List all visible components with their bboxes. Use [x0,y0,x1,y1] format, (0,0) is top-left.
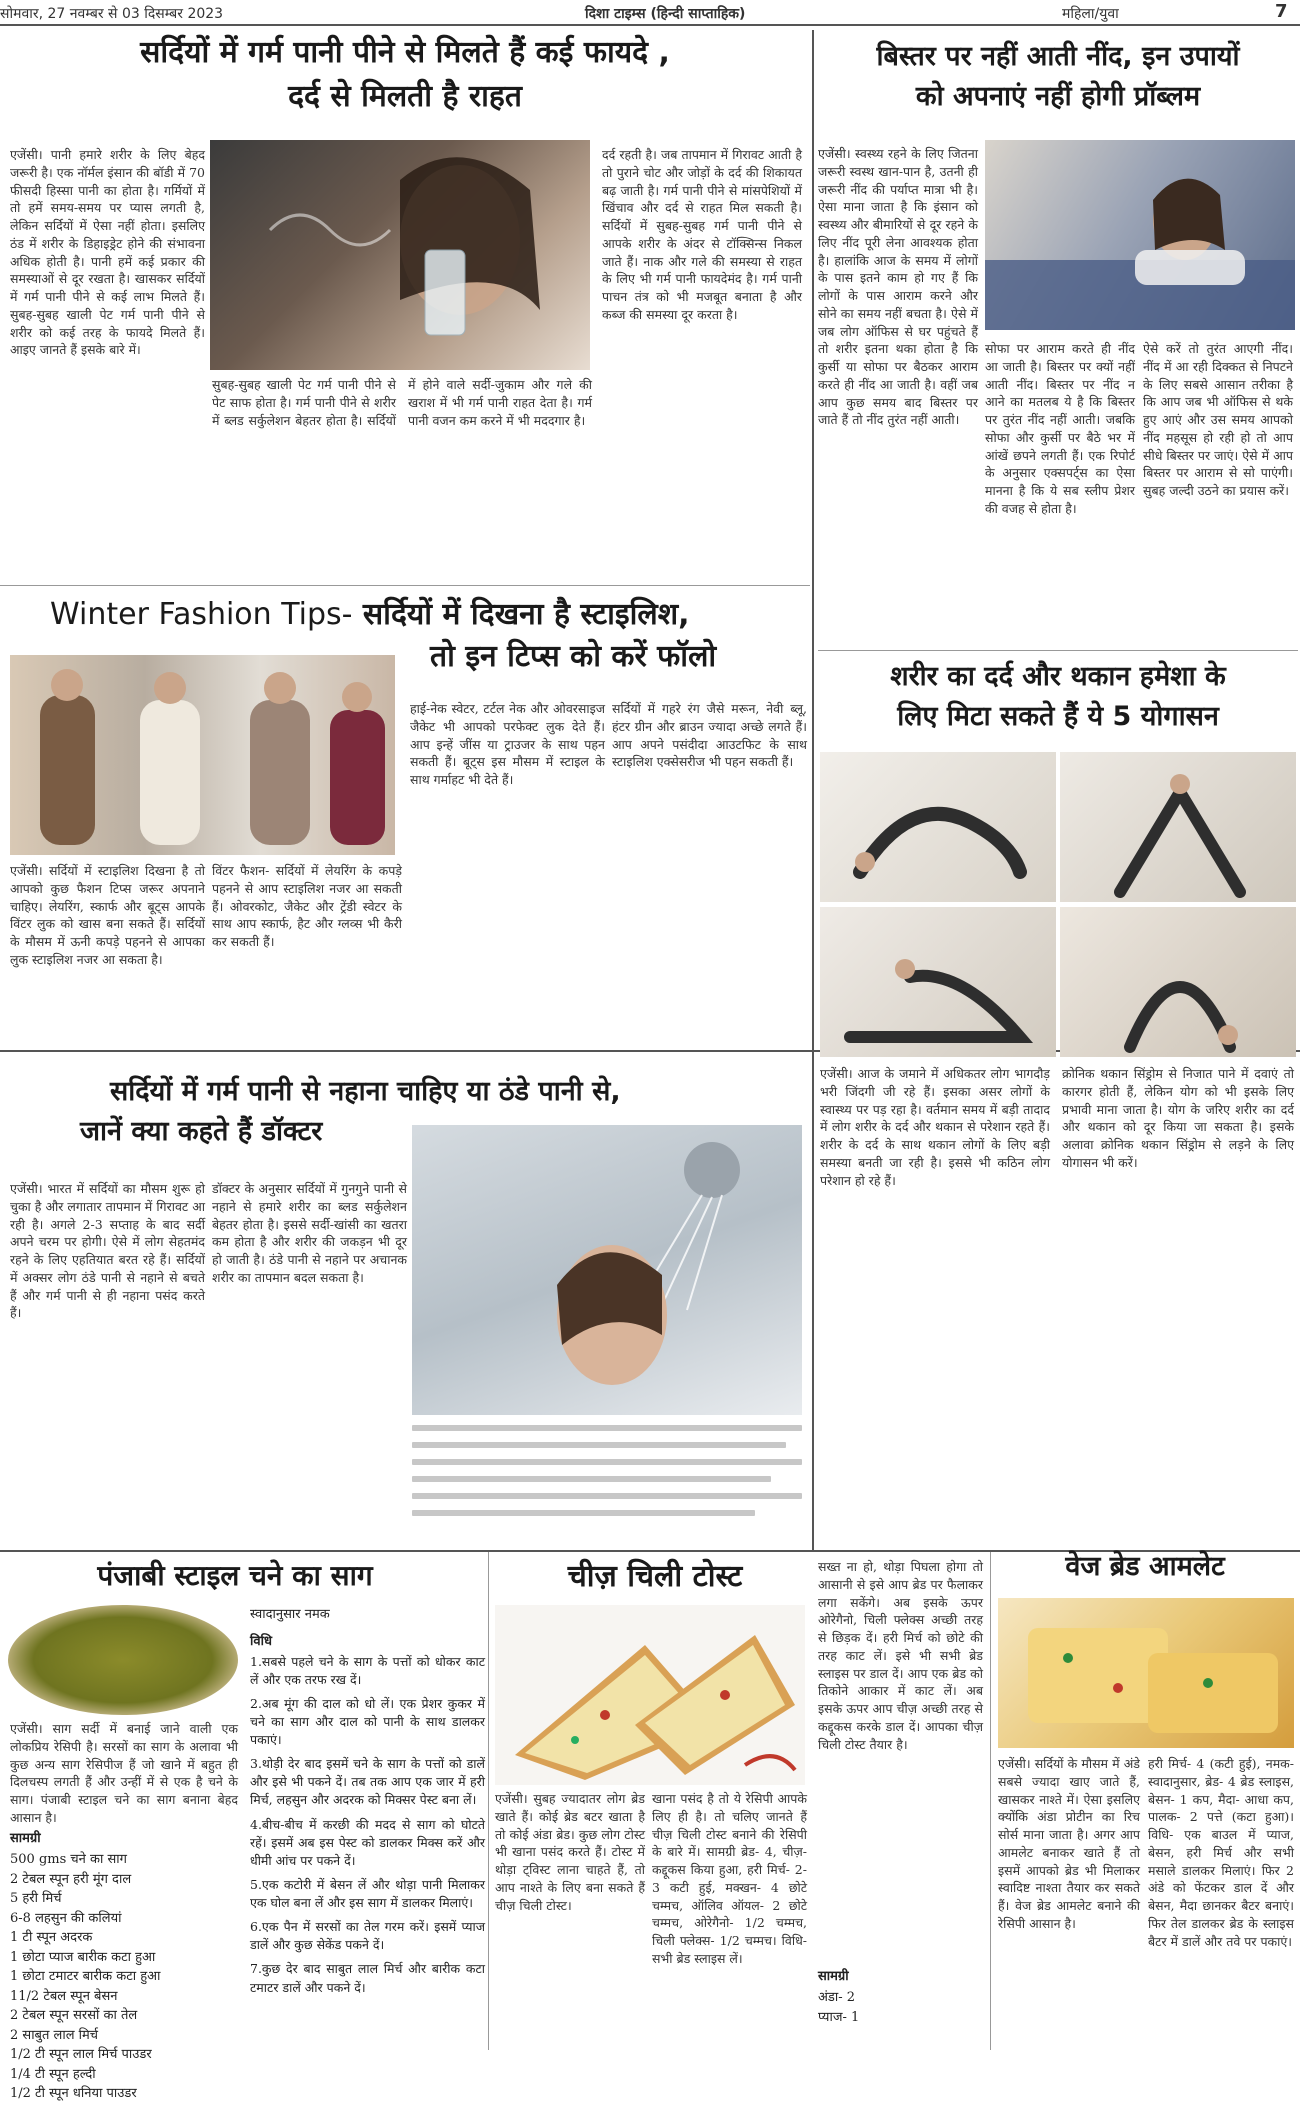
toast-ingredients-title: सामग्री [818,1969,849,1984]
saag-method [250,1605,485,2047]
warm-water-headline-2: दर्द से मिलती है राहत [288,78,522,114]
fashion-headline-1: सर्दियों में दिखना है स्टाइलिश, [362,597,690,632]
saag-ingredient-6: 1 छोटा टमाटर बारीक कटा हुआ [10,1969,161,1984]
saag-ingredient-10: 1/2 टी स्पून लाल मिर्च पाउडर [10,2047,152,2062]
warm-water-col-3: दर्द रहती है। जब तापमान में गिरावट आती है तो पुराने चोट और जोड़ों के दर्द की शिकायत बढ़ जाती है। गर्म पानी पीने से मांसपेशियों में खिंचाव और दर्द से राहत मिल सकती है। सर्दियों में सुबह-सुबह गर्म पानी पीने से आपके शरीर के अंदर से टॉक्सिन्स निकल जाते हैं। नाक और गले की समस्या से राहत के लिए भी गर्म पानी फायदेमंद है। गर्म पानी पाचन तंत्र को भी मजबूत बनाता है और कब्ज की समस्या दूर करता है। [602,147,802,322]
masthead-section: महिला/युवा [1062,6,1119,22]
toast-title: चीज़ चिली टोस्ट [567,1559,743,1594]
saag-title-wrap [0,1558,470,1602]
omelette-title-wrap [992,1550,1298,1594]
saag-step-2: 2.अब मूंग की दाल को धो लें। एक प्रेशर कुकर में चने का साग और दाल को पानी के साथ डालकर पकाएं। [250,1695,485,1747]
photo-illustration [495,1605,805,1785]
bath-headline-2: जानें क्या कहते हैं डॉक्टर [80,1115,323,1147]
photo-illustration [1060,752,1296,902]
omelette-col-2: हरी मिर्च- 4 (कटी हुई), नमक- स्वादानुसार, ब्रेड- 4 ब्रेड स्लाइस, बेसन- 1 कप, मैदा- आधा कप, पालक- 2 पत्ते (कटा हुआ)। विधि- एक बाउल में प्याज, बेसन, हरी मिर्च और सभी मसाले डालकर मिलाएं। फिर 2 अंडे को फेंटकर डाल दें और बेसन, मैदा छानकर बैटर बनाएं। फिर तेल डालकर ब्रेड के स्लाइस बैटर में डालें और तवे पर पकाएं। [1148,1756,1294,1949]
fashion-headline-lead: Winter Fashion Tips- [50,597,353,632]
sleep-col-2: सोफा पर आराम करते ही नींद आ जाती है। बिस्तर पर क्यों नहीं आती नींद। बिस्तर पर नींद न आने का मतलब ये है कि बिस्तर पर तुरंत नींद नहीं आती। जबकि सोफा और कुर्सी पर बैठे भर में आंखें छपने लगती हैं। एक रिपोर्ट के अनुसार एक्सपर्ट्स का ऐसा मानना है कि ये सब स्लीप प्रेशर की वजह से होता है। [985,341,1135,516]
saag-ingredient-2: 5 हरी मिर्च [10,1891,62,1906]
yoga-col-2: क्रोनिक थकान सिंड्रोम से निजात पाने में दवाएं तो कारगर होती हैं, लेकिन योग को भी इसके लिए प्रभावी माना जाता है। योग के जरिए शरीर का दर्द और थकान को दूर किया जा सकता है। इसके अलावा क्रोनिक थकान सिंड्रोम से लड़ने के लिए योगासन भी करें। [1062,1066,1294,1170]
saag-dish-photo [8,1605,238,1715]
yoga-pose-2-photo [1060,752,1296,902]
toast-ingredient-0: अंडा- 2 [818,1990,856,2005]
toast-ingredients [818,1960,983,2045]
bath-col-2: डॉक्टर के अनुसार सर्दियों में गुनगुने पानी से नहाने से हमारे शरीर का ब्लड सर्कुलेशन बेहतर होता है। इससे सर्दी-खांसी का खतरा कम होता है और शरीर की जकड़न भी दूर हो जाती है। ठंडे पानी से नहाने पर अचानक शरीर का तापमान बदल सकता है। [212,1181,407,1285]
masthead-paper-name: दिशा टाइम्स (हिन्दी साप्ताहिक) [585,6,746,22]
saag-step-3: 3.थोड़ी देर बाद इसमें चने के साग के पत्तों को डालें और इसे भी पकने दें। तब तक आप एक जार में हरी मिर्च, लहसुन और अदरक को मिक्सर पेस्ट बना लें। [250,1756,485,1808]
cheese-chilli-toast-photo [495,1605,805,1785]
warm-water-col-2: सुबह-सुबह खाली पेट गर्म पानी पीने से पेट साफ होता है। गर्म पानी पीने से शरीर में ब्लड सर्कुलेशन बेहतर होता है। सर्दियों में होने वाले सर्दी-जुकाम और गले की खराश में भी गर्म पानी राहत देता है। गर्म पानी वजन कम करने में भी मददगार है। [212,377,592,428]
veg-bread-omelette-photo [998,1598,1294,1748]
masthead-date: सोमवार, 27 नवम्बर से 03 दिसम्बर 2023 [0,6,224,22]
fashion-headline-2: तो इन टिप्स को करें फॉलो [430,638,717,674]
saag-ingredient-3: 6-8 लहसुन की कलियां [10,1910,122,1926]
sleep-col-3: ऐसे करें तो तुरंत आएगी नींद। नींद में आ रही दिक्कत से निपटने के लिए सबसे आसान तरीका है कि आप जब भी ऑफिस से थके हुए आएं और उस समय आपको नींद महसूस हो रही हो तो आप सीधे बिस्तर पर जाएं। ऐसे में आप बिस्तर पर आराम से सो पाएंगी। सुबह जल्दी उठने का प्रयास करें। [1143,341,1293,498]
saag-ingredient-5: 1 छोटा प्याज बारीक कटा हुआ [10,1949,156,1965]
fashion-col-1: एजेंसी। सर्दियों में स्टाइलिश दिखना है तो आपको कुछ फैशन टिप्स जरूर अपनाने चाहिए। लेयरिंग, स्कार्फ और बूट्स आपके विंटर लुक को खास बना सकते हैं। सर्दियों के मौसम में ऊनी कपड़े पहनने से आपका लुक स्टाइलिश नजर आ सकता है। [10,863,205,967]
bath-headline-1: सर्दियों में गर्म पानी से नहाना चाहिए या ठंडे पानी से, [110,1076,621,1107]
column-rule [488,1552,489,2050]
sleep-headline-2: को अपनाएं नहीं होगी प्रॉब्लम [915,80,1201,112]
saag-title: पंजाबी स्टाइल चने का साग [97,1559,373,1592]
saag-ingredient-0: 500 gms चने का साग [10,1852,127,1867]
omelette-title: वेज ब्रेड आमलेट [1065,1551,1225,1582]
warm-water-headline-1: सर्दियों में गर्म पानी पीने से मिलते हैं कई फायदे , [140,35,670,70]
column-rule [812,30,814,1050]
omelette-col-1: एजेंसी। सर्दियों के मौसम में अंडे सबसे ज्यादा खाए जाते हैं, खासकर नाश्ते में। ऐसा इसलिए क्योंकि अंडा प्रोटीन का रिच सोर्स माना जाता है। अगर आप आमलेट बनाकर खाते हैं तो इसमें आपको ब्रेड भी मिलाकर स्वादिष्ट नाश्ता तैयार कर सकते हैं। वेज ब्रेड आमलेट बनाने की रेसिपी आसान है। [998,1756,1140,1931]
saag-salt: स्वादानुसार नमक [250,1607,330,1622]
woman-drinking-water-photo [210,140,590,370]
saag-ingredients-title: सामग्री [10,1831,41,1846]
fashion-col-2: विंटर फैशन- सर्दियों में लेयरिंग के कपड़े पहनने से आप स्टाइलिश नजर आ सकती हैं। ओवरकोट, जैकेट और ट्रेंडी स्वेटर के साथ आप स्कार्फ, हैट और ग्लव्स भी कैरी कर सकती हैं। [212,863,402,949]
toast-col-2: खाना पसंद है तो ये रेसिपी आपके लिए ही है। तो चलिए जानते हैं चीज़ चिली टोस्ट बनाने की रेसिपी के बारे में। सामग्री ब्रेड- 4, चीज़- कद्दूकस किया हुआ, हरी मिर्च- 2-3 कटी हुई, मक्खन- 4 छोटे चम्मच, ऑलिव ऑयल- 2 छोटे चम्मच, ओरेगैनो- 1/2 चम्मच, चिली फ्लेक्स- 1/2 चम्मच। विधि- सभी ब्रेड स्लाइस लें। [652,1791,807,1966]
bath-col-3-text [412,1425,802,1545]
saag-step-1: 1.सबसे पहले चने के साग के पत्तों को धोकर काट लें और एक तरफ रख दें। [250,1653,485,1687]
saag-method-title: विधि [250,1633,272,1649]
saag-ingredient-12: 1/2 टी स्पून धनिया पाउडर [10,2086,137,2101]
photo-illustration [10,655,395,855]
divider [818,650,1298,651]
masthead [0,0,1300,26]
saag-ingredient-9: 2 साबुत लाल मिर्च [10,2027,99,2043]
fashion-col-4: सर्दियों में गहरे रंग जैसे मरून, नेवी ब्लू, हंटर ग्रीन और ब्राउन ज्यादा अच्छे लगते हैं। आप अपने पसंदीदा आउटफिट के साथ स्टाइलिश एक्सेसरीज भी पहन सकती हैं। [612,701,807,770]
winter-fashion-models-photo [10,655,395,855]
saag-intro: एजेंसी। साग सर्दी में बनाई जाने वाली एक लोकप्रिय रेसिपी है। सरसों का साग के अलावा भी कुछ अन्य साग रेसिपीज हैं जो खाने में बहुत ही दिलचस्प लगती हैं और उन्हीं में से एक है चने के साग। पंजाबी स्टाइल चने का साग बनाना बेहद आसान है। [10,1721,238,1825]
toast-col-1: एजेंसी। सुबह ज्यादातर लोग ब्रेड खाते हैं। कोई ब्रेड बटर खाता है तो कोई अंडा ब्रेड। कुछ लोग टोस्ट भी खाना पसंद करते हैं। टोस्ट में थोड़ा ट्विस्ट लाना चाहते हैं, तो आप नाश्ते के लिए बना सकते हैं चीज़ चिली टोस्ट। [495,1791,645,1913]
yoga-pose-4-photo [1060,907,1296,1057]
toast-col-3: सख्त ना हो, थोड़ा पिघला होगा तो आसानी से इसे आप ब्रेड पर फैलाकर लगा सकेंगे। अब इसके ऊपर ओरेगैनो, चिली फ्लेक्स अच्छी तरह से छिड़क दें। हरी मिर्च को छोटे की तरह काट लें। इसे भी सभी ब्रेड स्लाइस पर डाल दें। आप एक ब्रेड को तिकोने आकार में काट लें। अब इसके ऊपर आप चीज़ अच्छी तरह से कद्दूकस करके डाल दें। आपका चीज़ चिली टोस्ट तैयार है। [818,1559,983,1752]
sleep-headline [818,40,1298,135]
yoga-headline-1: शरीर का दर्द और थकान हमेशा के [890,661,1226,692]
fashion-col-3: हाई-नेक स्वेटर, टर्टल नेक और ओवरसाइज जैकेट भी आपको परफेक्ट लुक देते हैं। आप इन्हें जींस या ट्राउजर के साथ पहन सकती हैं। बूट्स इस मौसम में स्टाइल के साथ गर्माहट भी देते हैं। [410,701,605,787]
column-rule [990,1552,991,2050]
saag-step-6: 6.एक पैन में सरसों का तेल गरम करें। इसमें प्याज डालें और कुछ सेकेंड पकने दें। [250,1919,485,1953]
bath-col-1: एजेंसी। भारत में सर्दियों का मौसम शुरू हो चुका है और लगातार तापमान में गिरावट आ रही है। अगले 2-3 सप्ताह के बाद सर्दी अपने चरम पर होगी। ऐसे में लोग सेहतमंद रहने के लिए एहतियात बरत रहे हैं। सर्दियों में अक्सर लोग ठंडे पानी से नहाने से बचते हैं और गर्म पानी से ही नहाना पसंद करते हैं। [10,1181,205,1321]
warm-water-col-1: एजेंसी। पानी हमारे शरीर के लिए बेहद जरूरी है। एक नॉर्मल इंसान की बॉडी में 70 फीसदी हिस्सा पानी का होता है। गर्मियों में तो हमें समय-समय पर प्यास लगती है, लेकिन सर्दियों में ऐसा नहीं होता। इसलिए ठंड में शरीर के डिहाइड्रेट होने की संभावना अधिक होती है। पानी हमें कई प्रकार की समस्याओं से दूर रखता है। खासकर सर्दियों में गर्म पानी पीने से कई लाभ मिलते हैं। सुबह-सुबह खाली पेट गर्म पानी पीने से शरीर को कई तरह के फायदे मिलते हैं। आइए जानते हैं इसके बारे में। [10,147,205,358]
photo-illustration [985,140,1295,330]
yoga-headline-2: लिए मिटा सकते हैं ये 5 योगासन [897,700,1219,732]
photo-illustration [820,907,1056,1057]
saag-ingredient-11: 1/4 टी स्पून हल्दी [10,2066,96,2082]
yoga-pose-3-photo [820,907,1056,1057]
yoga-col-1: एजेंसी। आज के जमाने में अधिकतर लोग भागदौड़ भरी जिंदगी जी रहे हैं। इसका असर लोगों के स्वास्थ्य पर पड़ रहा है। वर्तमान समय में बड़ी तादाद में लोग शरीर के दर्द और थकान से परेशान रहते हैं। शरीर के दर्द के साथ थकान लोगों के लिए बड़ी समस्या बनती जा रही है। इससे भी कठिन लोग परेशान हो रहे हैं। [820,1066,1050,1188]
saag-ingredient-4: 1 टी स्पून अदरक [10,1930,93,1945]
masthead-page-number: 7 [1275,1,1288,22]
woman-shower-photo [412,1125,802,1415]
yoga-pose-1-photo [820,752,1056,902]
saag-step-5: 5.एक कटोरी में बेसन लें और थोड़ा पानी मिलाकर एक घोल बना लें और इस साग में डालकर मिलाएं। [250,1876,485,1910]
saag-step-7: 7.कुछ देर बाद साबुत लाल मिर्च और बारीक कटा टमाटर डालें और पकने दें। [250,1961,485,1995]
sleep-col-1: एजेंसी। स्वस्थ्य रहने के लिए जितना जरूरी स्वस्थ खान-पान है, उतनी ही जरूरी नींद की पर्याप्त मात्रा भी है। ऐसा माना जाता है कि इंसान को स्वस्थ्य और बीमारियों से दूर रहने के लिए नींद पूरी लेना आवश्यक होता है। हालांकि आज के समय में लोगों के पास इतने काम हो गए हैं कि लोगों के पास आराम करने और सोने का समय नहीं बचता है। ऐसे में जब लोग ऑफिस से घर पहुंचते हैं तो शरीर इतना थका होता है कि कुर्सी या सोफा पर बैठकर आराम करते ही नींद आ जाती है। वहीं जब आप कुछ समय बाद बिस्तर पर जाते हैं तो नींद तुरंत नहीं आती। [818,146,978,428]
saag-step-4: 4.बीच-बीच में करछी की मदद से साग को घोटते रहें। इसमें अब इस पेस्ट को डालकर मिक्स करें और धीमी आंच पर पकने दें। [250,1816,485,1868]
photo-illustration [210,140,590,370]
divider [0,585,810,586]
saag-ingredients [10,1822,238,2101]
saag-ingredient-7: 11/2 टेबल स्पून बेसन [10,1988,118,2004]
photo-illustration [1060,907,1296,1057]
photo-illustration [998,1598,1294,1748]
column-rule [812,1050,814,1550]
warm-water-headline [0,34,810,134]
photo-illustration [412,1125,802,1415]
sleep-headline-1: बिस्तर पर नहीं आती नींद, इन उपायों [876,41,1240,72]
woman-awake-in-bed-photo [985,140,1295,330]
saag-ingredient-1: 2 टेबल स्पून हरी मूंग दाल [10,1871,132,1887]
photo-illustration [820,752,1056,902]
toast-ingredient-1: प्याज- 1 [818,2009,860,2025]
yoga-headline [818,660,1298,750]
toast-title-wrap [490,1558,820,1602]
saag-ingredient-8: 2 टेबल स्पून सरसों का तेल [10,2008,138,2023]
